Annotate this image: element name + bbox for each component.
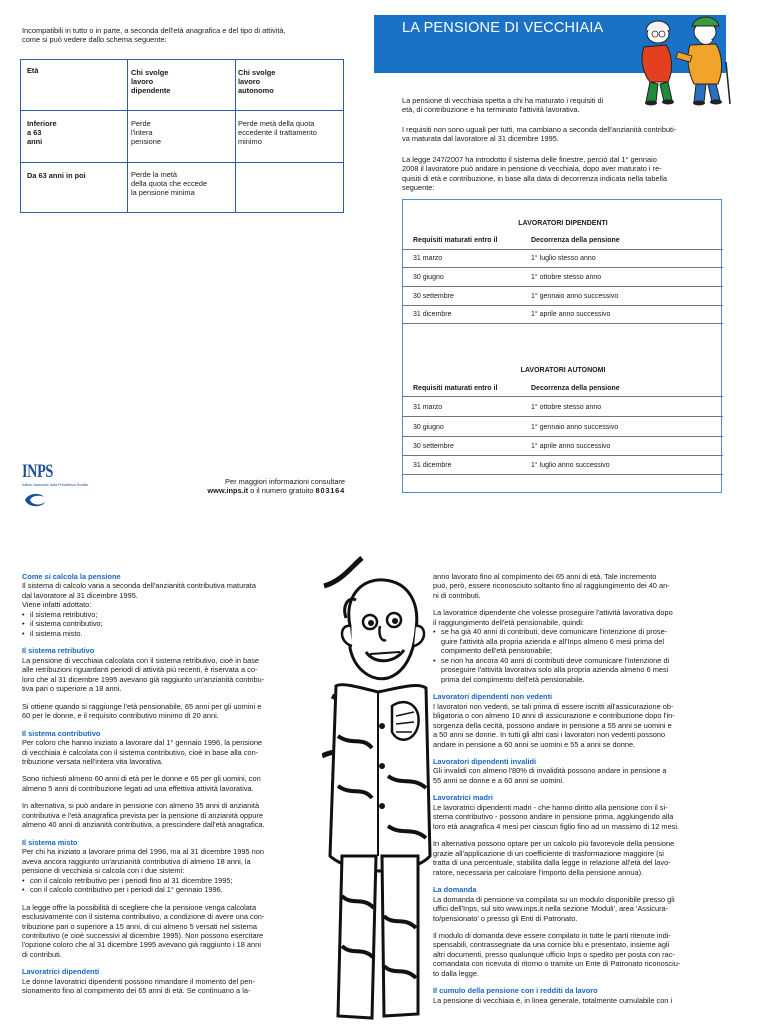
header-line: dipendente: [131, 86, 171, 96]
text-line: l'opzione coloro che al 31 dicembre 1995 avevano già raggiunto i 18 anni: [22, 940, 261, 950]
cell-line: della quota che eccede: [131, 179, 208, 189]
text-line: 55 anni se donne e a 60 anni se uomini.: [433, 775, 565, 785]
cell-line: a 63: [27, 128, 42, 138]
text-line: andare in pensione a 60 anni se uomini e 55 a anni se donne.: [433, 739, 636, 749]
text-line: Le lavoratrici dipendenti madri - che hanno diritto alla pensione con il si-: [433, 802, 668, 812]
list-line: proseguire l'attività lavorativa solo alla propria azienda almeno 6 mesi: [441, 665, 669, 675]
text-line: Il sistema di calcolo varia a seconda dell'anzianità contributiva maturata: [22, 581, 256, 591]
cell-line: eccedente il trattamento: [238, 128, 317, 138]
footer-middle: o il numero gratuito: [248, 486, 316, 495]
decorrenza-tables: [402, 199, 722, 493]
text-line: La pensione di vecchiaia spetta a chi ha maturato i requisiti di: [402, 96, 604, 105]
text-line: contributiva e l'età anagrafica prevista per la pensione di anzianità oppure: [22, 810, 263, 820]
cell-line: minimo: [238, 137, 262, 147]
text-line: uffici dell'Inps, sul sito www.inps.it nella sezione 'Moduli', area 'Assicura-: [433, 904, 669, 914]
table-cell: 1° aprile anno successivo: [531, 443, 611, 450]
inps-logo-subtitle: Istituto Nazionale della Previdenza Sociale: [22, 483, 89, 487]
inps-swirl-icon: [22, 490, 48, 510]
text-line: Gli invalidi con almeno l'80% di invalidità possono andare in pensione a: [433, 766, 667, 776]
section-heading: Il cumulo della pensione con i redditi da lavoro: [433, 986, 598, 996]
text-line: loro che al 31 dicembre 1995 avevano già raggiunto un'anzianità contribu-: [22, 674, 265, 684]
text-line: aveva ancora raggiunto un'anzianità contributiva di almeno 18 anni, la: [22, 856, 251, 866]
age-cell: [27, 119, 57, 146]
text-line: loro età anagrafica 4 mesi per ciascun figlio fino ad un massimo di 12 mesi.: [433, 821, 680, 831]
section-heading: Il sistema retributivo: [22, 646, 95, 656]
text-line: ratore, necessaria per calcolare l'importo della pensione annua).: [433, 867, 644, 877]
row-divider: [403, 323, 723, 324]
intro-line: come si può vedere dallo schema seguente:: [22, 35, 167, 45]
cell-line: Da 63 anni in poi: [27, 171, 86, 180]
text-line: comandata con ricevuta di ritorno o tramite un Ente di Patronato riconosciu-: [433, 959, 681, 969]
text-line: Viene infatti adottato:: [22, 600, 92, 610]
row-divider: [403, 305, 723, 306]
text-line: tratta di una percentuale, stabilita dalla legge in relazione all'età del lavo-: [433, 858, 671, 868]
intro-paragraph-2: [402, 125, 724, 144]
text-line: grazie all'applicazione di un coefficiente di trasformazione maggiore (si: [433, 848, 664, 858]
list-item: • con il calcolo contributivo per i periodi dal 1° gennaio 1996.: [22, 885, 322, 894]
text-line: I requisiti non sono uguali per tutti, ma cambiano a seconda dell'anzianità contributi-: [402, 125, 677, 134]
text-line: alle retribuzioni riguardanti periodi di attività più recenti, è riservata a co-: [22, 665, 258, 675]
cell-line: la pensione minima: [131, 188, 195, 198]
page-title: LA PENSIONE DI VECCHIAIA: [402, 20, 604, 36]
text-line: 2008 il lavoratore può andare in pensione di vecchiaia, dopo aver maturato i re-: [402, 164, 662, 174]
row-divider: [403, 416, 723, 417]
section-heading: Lavoratrici madri: [433, 793, 493, 803]
table-row: [21, 110, 343, 162]
text-line: seguente:: [402, 183, 435, 193]
column-header: Decorrenza della pensione: [531, 385, 620, 392]
list-line: • se ha già 40 anni di contributi, deve comunicare l'intenzione di prose-: [441, 627, 668, 637]
text-line: Sono richiesti almeno 60 anni di età per le donne e 65 per gli uomini, con: [22, 774, 261, 784]
row-divider: [403, 286, 723, 287]
smiling-man-illustration: [322, 556, 434, 1024]
cell-line: Perde: [131, 119, 151, 128]
text-line: La domanda di pensione va compilata su un modulo disponibile presso gli: [433, 894, 675, 904]
cell-line: anni: [27, 137, 43, 147]
cell-line: Perde metà della quota: [238, 119, 315, 128]
section-heading: Come si calcola la pensione: [22, 572, 121, 581]
row-divider: [403, 455, 723, 456]
list-line: guire l'attività alla propria azienda e all'Inps almeno 6 mesi prima del: [441, 636, 665, 646]
intro-paragraph-3: [402, 155, 724, 193]
table-cell: 30 giugno: [413, 274, 444, 281]
table-title: LAVORATORI AUTONOMI: [520, 367, 606, 374]
toll-free-number: 803164: [315, 486, 345, 495]
table-row: [21, 162, 343, 214]
table-cell: 31 dicembre: [413, 311, 452, 318]
intro-line: Incompatibili in tutto o in parte, a seconda dell'età anagrafica e del tipo di attività,: [22, 26, 286, 35]
intro-paragraph: [22, 26, 352, 45]
text-line: sionamento fino al compimento dei 65 anni di età. Se continuano a la-: [22, 986, 251, 996]
header-line: Chi svolge: [238, 68, 276, 77]
text-line: La legge offre la possibilità di scegliere che la pensione venga calcolata: [22, 902, 257, 912]
text-line: stema contributivo - possono andare in pensione prima, aggiungendo alla: [433, 812, 674, 822]
list-line: prima del compimento dell'età pensionabile.: [441, 674, 585, 684]
text-line: può, però, essere riconosciuto soltanto fino al raggiungimento dei 40 an-: [433, 581, 670, 591]
table-cell: 30 giugno: [413, 424, 444, 431]
footer-info: Per maggiori informazioni consultare: [225, 477, 345, 486]
section-heading: Il sistema misto: [22, 837, 78, 847]
text-line: contributivo (e cioè successivi al dicembre 1995). Non possono esercitare: [22, 931, 264, 940]
right-column-text: [433, 572, 725, 1005]
text-line: pensione di vecchiaia si calcola con i due sistemi:: [22, 866, 185, 876]
header-line: autonomo: [238, 86, 274, 96]
text-line: Si ottiene quando si raggiunge l'età pensionabile, 65 anni per gli uomini e: [22, 701, 262, 711]
table-cell: 1° ottobre stesso anno: [531, 404, 602, 411]
text-line: La pensione di vecchiaia calcolata con il sistema retributivo, cioè in base: [22, 655, 260, 665]
table-cell: 31 marzo: [413, 255, 443, 262]
text-line: dal lavoratore al 31 dicembre 1995.: [22, 590, 138, 600]
text-line: a 50 anni se donne. In tutti gli altri casi i lavoratori non vedenti possono: [433, 730, 666, 740]
text-line: Per coloro che hanno iniziato a lavorare dal 1° gennaio 1996, la pensione: [22, 738, 263, 748]
text-line: anno lavorato fino al compimento dei 65 anni di età. Tale incremento: [433, 572, 657, 581]
table-cell: 1° gennaio anno successivo: [531, 424, 619, 431]
text-line: sorgenza della cecità, possono andare in pensione a 55 anni se uomini e: [433, 720, 672, 730]
header-line: Chi svolge: [131, 68, 169, 77]
column-header: Decorrenza della pensione: [531, 237, 620, 244]
table-cell: 1° aprile anno successivo: [531, 311, 611, 318]
cell-line: Inferiore: [27, 119, 57, 128]
table-cell: 1° ottobre stesso anno: [531, 274, 602, 281]
section-heading: Lavoratori dipendenti invalidi: [433, 756, 537, 766]
list-item: • il sistema misto.: [22, 629, 322, 638]
text-line: La lavoratrice dipendente che volesse proseguire l'attività lavorativa dopo: [433, 608, 673, 618]
text-line: to/pensionato' o presso gli Enti di Patronato.: [433, 913, 578, 923]
text-line: tribuzione versata nell'intera vita lavorativa.: [22, 756, 164, 766]
table-cell: 30 settembre: [413, 443, 454, 450]
cell-line: Perde la metà: [131, 170, 178, 179]
text-line: In alternativa possono optare per un calcolo più favorevole della pensione: [433, 839, 675, 849]
table-cell: 1° gennaio anno successivo: [531, 293, 619, 300]
text-line: In alternativa, si può andare in pensione con almeno 35 anni di anzianità: [22, 801, 260, 811]
dipendente-cell: [131, 170, 207, 197]
text-line: La pensione di vecchiaia è, in linea generale, totalmente cumulabile con i: [433, 995, 673, 1005]
list-item: • il sistema contributivo;: [22, 619, 322, 628]
calc-list: [22, 610, 322, 638]
text-line: 60 per le donne, e il requisito contributivo minimo di 20 anni.: [22, 711, 219, 721]
text-line: il raggiungimento dell'età pensionabile, quindi:: [433, 617, 584, 627]
list-line: • se non ha ancora 40 anni di contributi deve comunicare l'intenzione di: [441, 655, 670, 665]
list-item: • il sistema retributivo;: [22, 610, 322, 619]
text-line: età, di contribuzione e ha terminato l'attività lavorativa.: [402, 105, 580, 115]
inps-logo: INPS: [22, 461, 53, 482]
prosegue-list: [433, 627, 725, 684]
section-heading: Lavoratori dipendenti non vedenti: [433, 692, 553, 702]
age-header: Età: [27, 66, 39, 75]
section-heading: Lavoratrici dipendenti: [22, 967, 100, 977]
column-header: Requisiti maturati entro il: [413, 385, 498, 392]
cell-line: pensione: [131, 137, 161, 147]
text-line: va maturata dal lavoratore al 31 dicembre 1995.: [402, 134, 559, 144]
dipendente-cell: [131, 119, 161, 146]
table-cell: 1° luglio anno successivo: [531, 462, 610, 469]
row-divider: [403, 249, 723, 250]
text-line: ni di contributi.: [433, 590, 481, 600]
elderly-couple-illustration: [620, 12, 740, 107]
footer-contacts: [150, 486, 345, 495]
autonomo-header: [238, 68, 275, 95]
text-line: tiva pari o superiore a 18 anni.: [22, 684, 122, 694]
row-divider: [403, 267, 723, 268]
intro-paragraph-1: [402, 96, 724, 115]
text-line: esclusivamente con il sistema contributivo, a condizione di avere una con-: [22, 912, 265, 922]
text-line: Per chi ha iniziato a lavorare prima del 1996, ma al 31 dicembre 1995 non: [22, 847, 264, 857]
age-table: [20, 59, 344, 213]
list-item: [433, 656, 725, 684]
table-cell: 30 settembre: [413, 293, 454, 300]
section-heading: Il sistema contributivo: [22, 728, 101, 738]
text-line: to dalla legge.: [433, 968, 480, 978]
table-cell: 1° luglio stesso anno: [531, 255, 596, 262]
list-item: • con il calcolo retributivo per i periodi fino al 31 dicembre 1995;: [22, 876, 322, 885]
dipendente-header: [131, 68, 170, 95]
text-line: almeno 5 anni di contribuzione legati ad una effettiva attività lavorativa.: [22, 783, 254, 793]
table-cell: 31 dicembre: [413, 462, 452, 469]
text-line: La legge 247/2007 ha introdotto il sistema delle finestre, perciò dal 1° gennaio: [402, 155, 657, 164]
text-line: di contributi.: [22, 949, 62, 959]
list-item: [433, 627, 725, 655]
calc-section: [22, 572, 322, 996]
list-line: compimento dell'età pensionabile;: [441, 646, 553, 656]
age-cell: [27, 171, 86, 180]
misto-list: [22, 876, 322, 895]
header-line: lavoro: [131, 77, 154, 87]
text-line: I lavoratori non vedenti, se tali prima di essere iscritti all'assicurazione ob-: [433, 701, 674, 711]
autonomo-cell: [238, 119, 317, 146]
table-cell: 31 marzo: [413, 404, 443, 411]
text-line: altri documenti, presso qualunque ufficio Inps o spedito per posta con rac-: [433, 949, 675, 959]
column-header: Requisiti maturati entro il: [413, 237, 498, 244]
row-divider: [403, 474, 723, 475]
text-line: spensabili, contrassegnate da una cornice blu e presentato, insieme agli: [433, 940, 670, 950]
text-line: bligatoria o con almeno 10 anni di assicurazione e contribuzione dopo l'in-: [433, 711, 675, 721]
section-heading: La domanda: [433, 885, 477, 895]
text-line: tribuzione pari o superiore a 15 anni, di cui almeno 5 versati nel sistema: [22, 921, 257, 931]
text-line: almeno 40 anni di anzianità contributiva, a prescindere dall'età anagrafica.: [22, 820, 265, 830]
row-divider: [403, 436, 723, 437]
text-line: quisiti di età e contribuzione, in base alla data di decorrenza indicata nella tabella: [402, 173, 668, 183]
text-line: Il modulo di domanda deve essere compilato in tutte le parti ritenute indi-: [433, 931, 671, 940]
inps-website-link[interactable]: www.inps.it: [207, 486, 249, 495]
text-line: Le donne lavoratrici dipendenti possono rimandare il momento del pen-: [22, 976, 255, 986]
row-divider: [403, 396, 723, 397]
cell-line: l'intera: [131, 128, 153, 138]
table-title: LAVORATORI DIPENDENTI: [518, 220, 608, 227]
text-line: di vecchiaia è calcolata con il sistema contributivo, cioè in base alla con-: [22, 747, 259, 757]
header-line: lavoro: [238, 77, 261, 87]
